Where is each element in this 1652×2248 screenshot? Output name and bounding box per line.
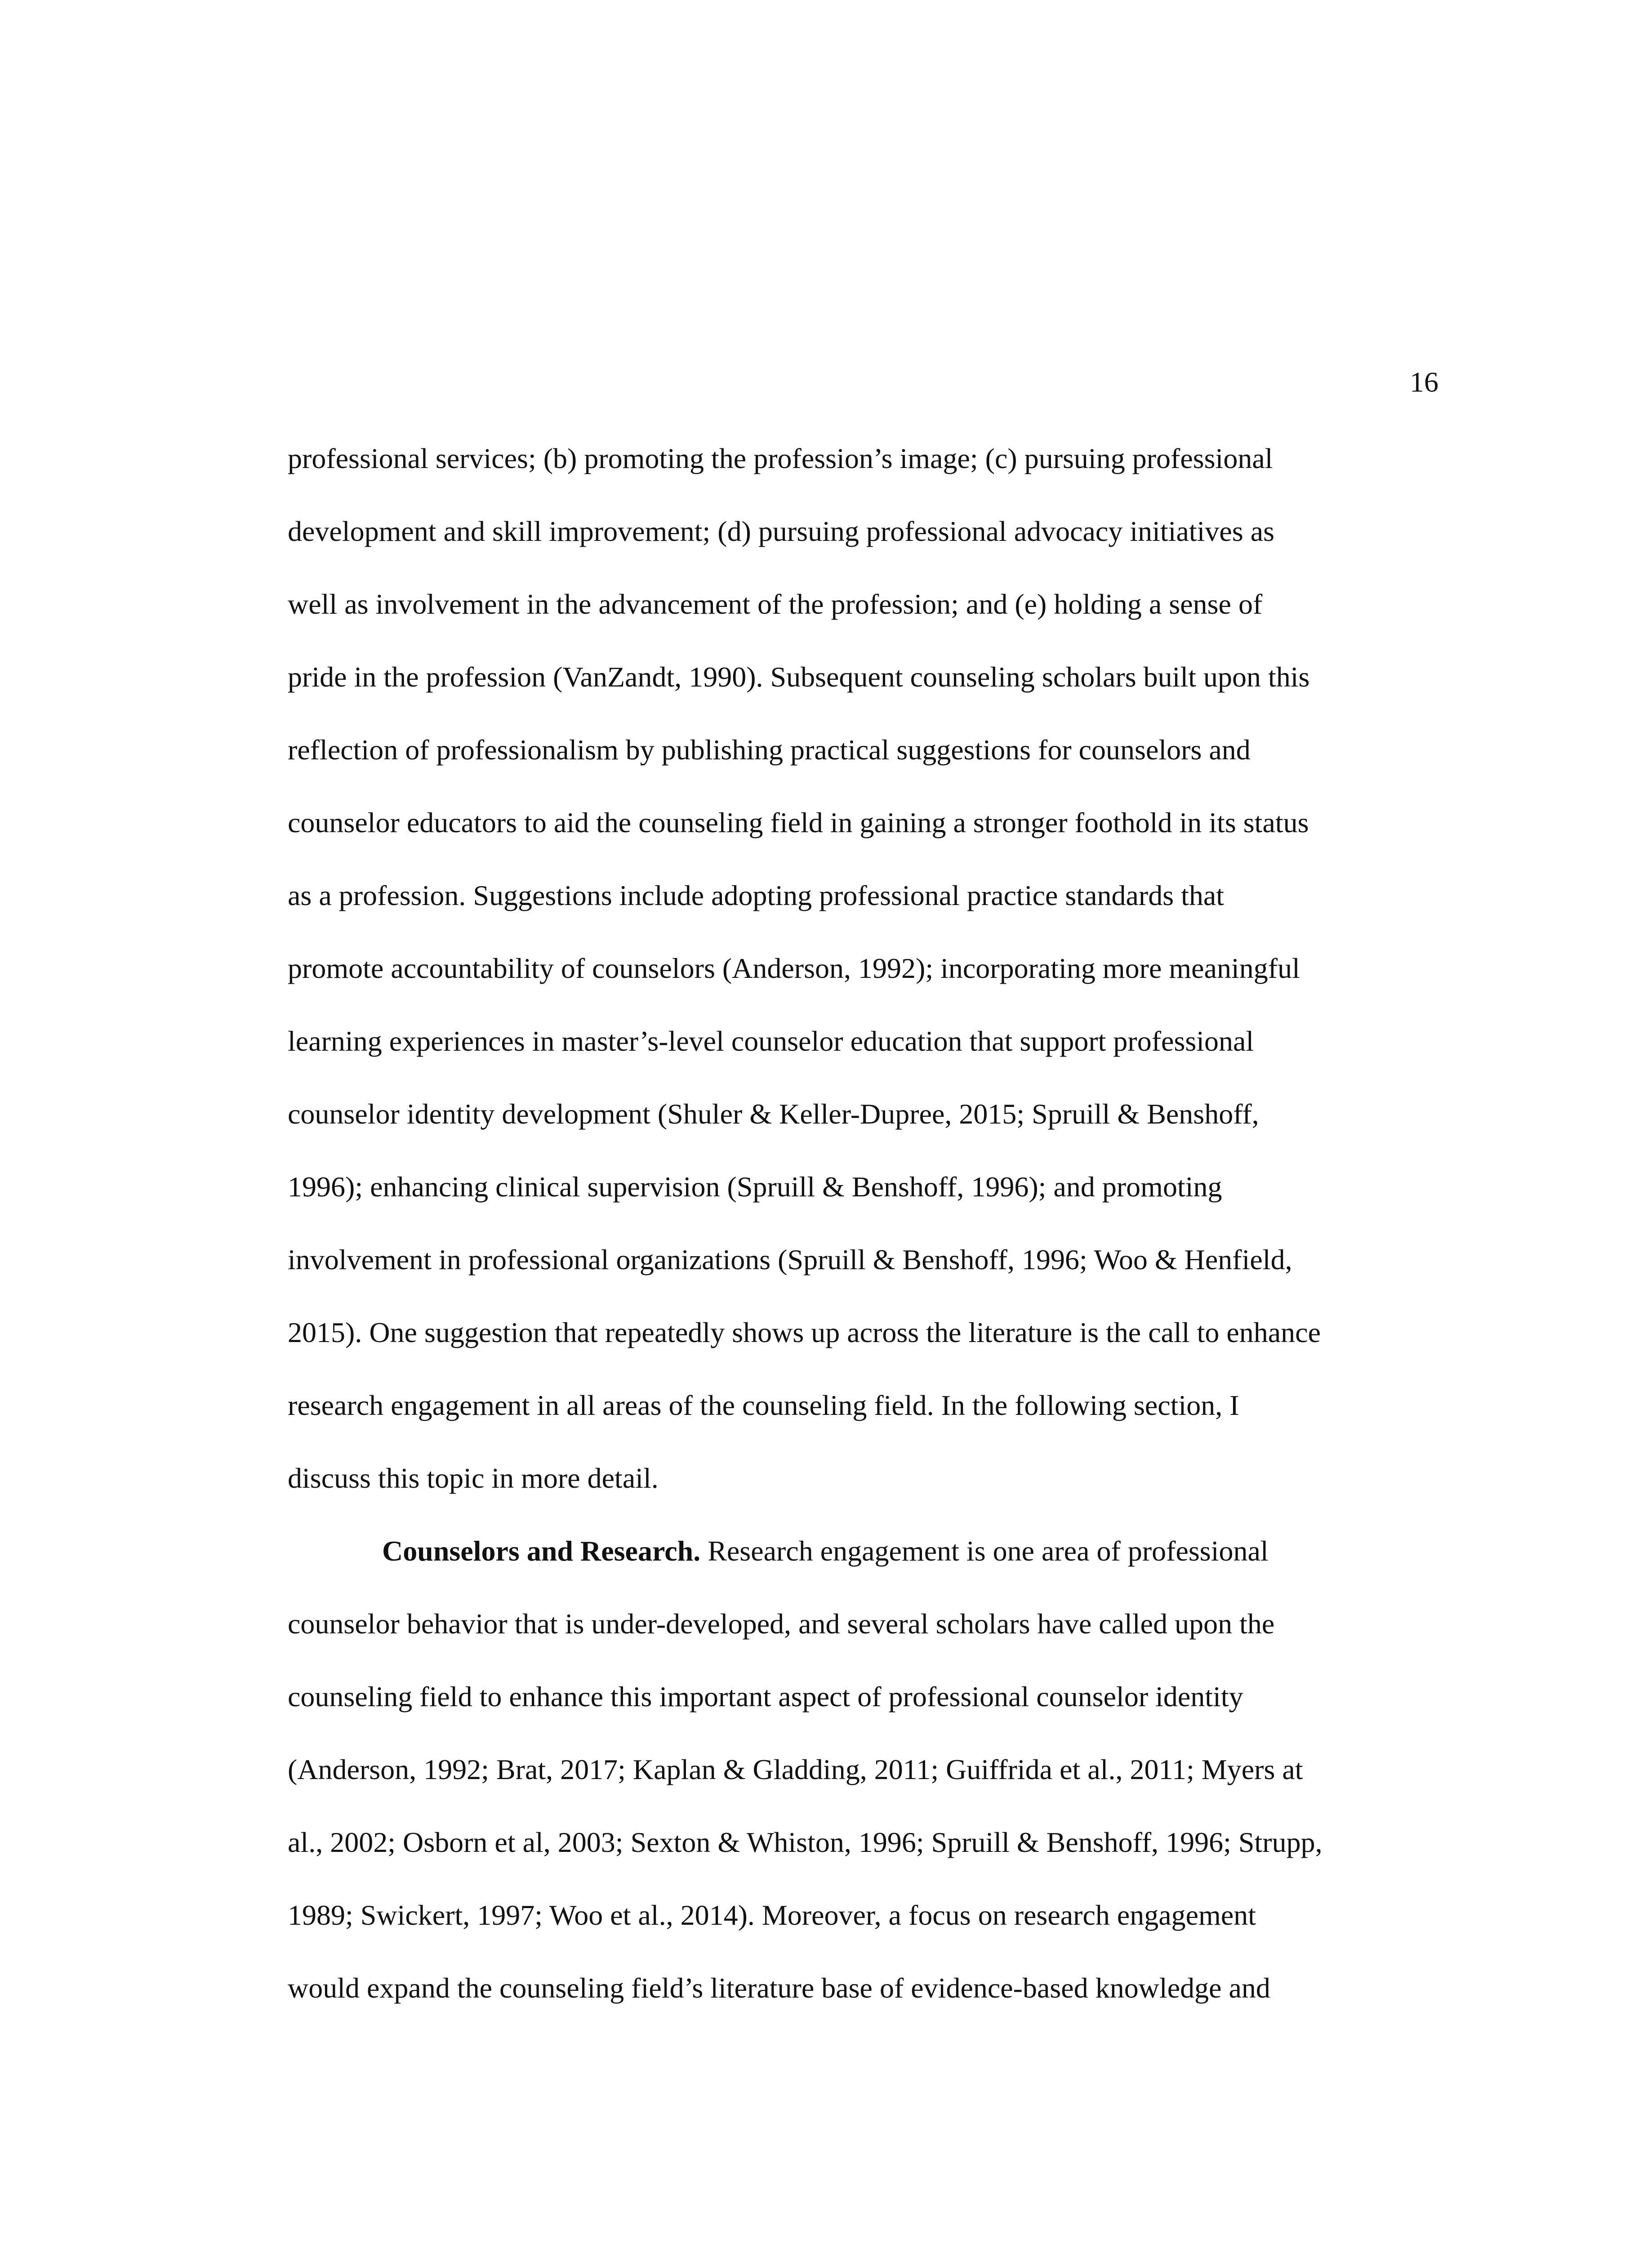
text-line: 2015). One suggestion that repeatedly shows up across the literature is the call to enhance [288, 1316, 1321, 1348]
section-first-line [288, 1537, 1269, 1566]
text-line: 1996); enhancing clinical supervision (Spruill & Benshoff, 1996); and promoting [288, 1171, 1222, 1203]
text-line: well as involvement in the advancement of the profession; and (e) holding a sense of [288, 588, 1263, 620]
text-line: counseling field to enhance this important aspect of professional counselor identity [288, 1681, 1243, 1713]
section-first-line-text: Research engagement is one area of professional [700, 1535, 1269, 1567]
text-line: research engagement in all areas of the counseling field. In the following section, I [288, 1389, 1239, 1421]
text-line: counselor educators to aid the counseling field in gaining a stronger foothold in its status [288, 807, 1309, 839]
text-line: (Anderson, 1992; Brat, 2017; Kaplan & Gladding, 2011; Guiffrida et al., 2011; Myers at [288, 1753, 1303, 1785]
text-line: counselor behavior that is under-developed, and several scholars have called upon the [288, 1608, 1275, 1640]
text-line: pride in the profession (VanZandt, 1990). Subsequent counseling scholars built upon this [288, 661, 1310, 693]
text-line: involvement in professional organizations (Spruill & Benshoff, 1996; Woo & Henfield, [288, 1244, 1292, 1276]
text-line: as a profession. Suggestions include adopting professional practice standards that [288, 879, 1225, 911]
text-line: promote accountability of counselors (Anderson, 1992); incorporating more meaningful [288, 952, 1300, 984]
text-line: learning experiences in master’s-level counselor education that support professional [288, 1025, 1254, 1057]
page-number: 16 [1410, 366, 1438, 398]
text-line: development and skill improvement; (d) pursuing professional advocacy initiatives as [288, 515, 1275, 547]
section-heading: Counselors and Research. [382, 1535, 701, 1567]
text-line: al., 2002; Osborn et al, 2003; Sexton & Whiston, 1996; Spruill & Benshoff, 1996; Strupp, [288, 1826, 1322, 1858]
text-line: would expand the counseling field’s literature base of evidence-based knowledge and [288, 1972, 1270, 2004]
text-line: counselor identity development (Shuler & Keller-Dupree, 2015; Spruill & Benshoff, [288, 1098, 1259, 1130]
text-line: discuss this topic in more detail. [288, 1462, 659, 1494]
text-line: reflection of professionalism by publishing practical suggestions for counselors and [288, 734, 1251, 766]
text-line: 1989; Swickert, 1997; Woo et al., 2014). Moreover, a focus on research engagement [288, 1899, 1256, 1931]
text-line: professional services; (b) promoting the profession’s image; (c) pursuing professional [288, 442, 1273, 474]
